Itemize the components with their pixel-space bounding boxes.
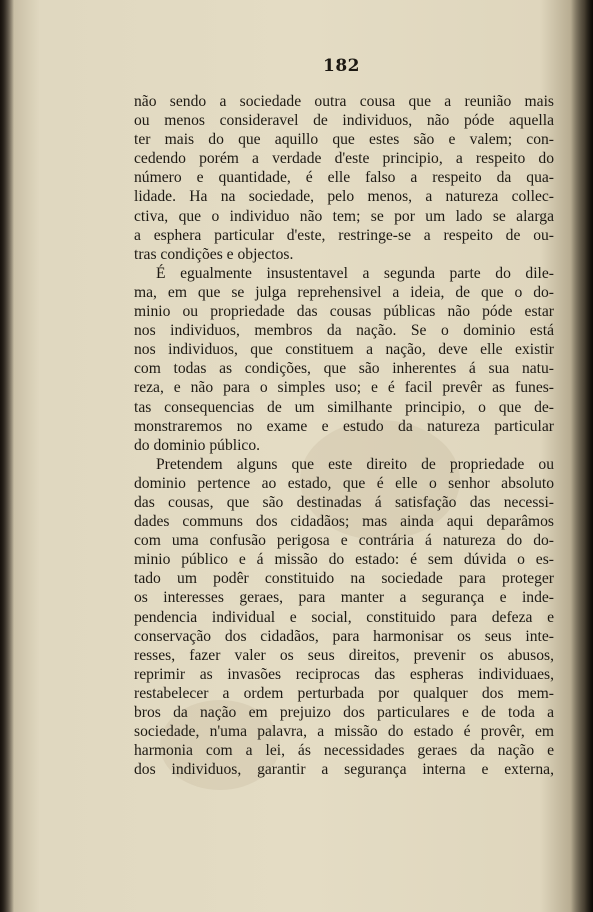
text-line: com uma confusão perigosa e contrária á natureza do do- xyxy=(134,532,554,550)
text-line: dominio pertence ao estado, que é elle o senhor absoluto xyxy=(134,474,554,492)
text-line: bros da nação em prejuizo dos particulares e de toda a xyxy=(134,704,554,721)
body-text xyxy=(134,92,554,779)
text-line: não sendo a sociedade outra cousa que a reunião mais xyxy=(134,93,554,110)
text-line: dos individuos, garantir a segurança interna e externa, xyxy=(134,761,554,779)
text-line: pendencia individual e social, constituido para defeza e xyxy=(134,608,554,626)
text-line: dades communs dos cidadãos; mas ainda aqui deparâmos xyxy=(134,513,554,531)
page-edge-shadow xyxy=(571,0,593,912)
text-line: tado um podêr constituido na sociedade para proteger xyxy=(134,570,554,588)
spine-shadow xyxy=(0,0,14,912)
text-line: restabelecer a ordem perturbada por qualquer dos mem- xyxy=(134,684,554,702)
paragraph-start-line: Pretendem alguns que este direito de propriedade ou xyxy=(156,455,554,473)
text-line: com todas as condições, que são inherentes á sua natu- xyxy=(134,360,554,378)
text-line: nos individuos, membros da nação. Se o dominio está xyxy=(134,322,554,340)
text-line: nos individuos, que constituem a nação, deve elle existir xyxy=(134,341,554,359)
text-line: os interesses geraes, para manter a segurança e inde- xyxy=(134,589,554,607)
text-line: lidade. Ha na sociedade, pelo menos, a natureza collec- xyxy=(134,188,554,206)
text-line: a esphera particular d'este, restringe-se a respeito de ou- xyxy=(134,226,554,244)
text-line: tas consequencias de um similhante principio, o que de- xyxy=(134,398,554,416)
text-line: minio ou propriedade das cousas públicas não póde estar xyxy=(134,303,554,321)
text-line: sociedade, n'uma palavra, a missão do estado é provêr, em xyxy=(134,723,554,741)
text-line: minio público e á missão do estado: é sem dúvida o es- xyxy=(134,551,554,569)
text-line: cedendo porém a verdade d'este principio, a respeito do xyxy=(134,150,554,168)
text-line: número e quantidade, é elle falso a respeito da qua- xyxy=(134,169,554,187)
text-line: monstraremos no exame e estudo da natureza particular xyxy=(134,417,554,435)
text-line: tras condições e objectos. xyxy=(134,245,294,263)
page-number: 182 xyxy=(323,56,360,76)
text-line: ter mais do que aquillo que estes são e valem; con- xyxy=(134,131,554,149)
text-line: das cousas, que são destinadas á satisfação das necessi- xyxy=(134,493,554,511)
text-line: ou menos consideravel de individuos, não póde aquella xyxy=(134,112,554,130)
text-line: ma, em que se julga reprehensivel a ideia, de que o do- xyxy=(134,283,554,301)
text-line: do dominio público. xyxy=(134,436,261,454)
paragraph-start-line: É egualmente insustentavel a segunda parte do dile- xyxy=(156,264,554,282)
text-line: ctiva, que o individuo não tem; se por um lado se alarga xyxy=(134,207,554,225)
text-line: conservação dos cidadãos, para harmonisar os seus inte- xyxy=(134,627,554,645)
text-line: reza, e não para o simples uso; e é facil prevêr as funes- xyxy=(134,379,554,397)
text-line: reprimir as invasões reciprocas das espheras individuaes, xyxy=(134,665,554,683)
text-line: resses, fazer valer os seus direitos, prevenir os abusos, xyxy=(134,646,554,664)
text-line: harmonia com a lei, ás necessidades geraes da nação e xyxy=(134,742,554,760)
